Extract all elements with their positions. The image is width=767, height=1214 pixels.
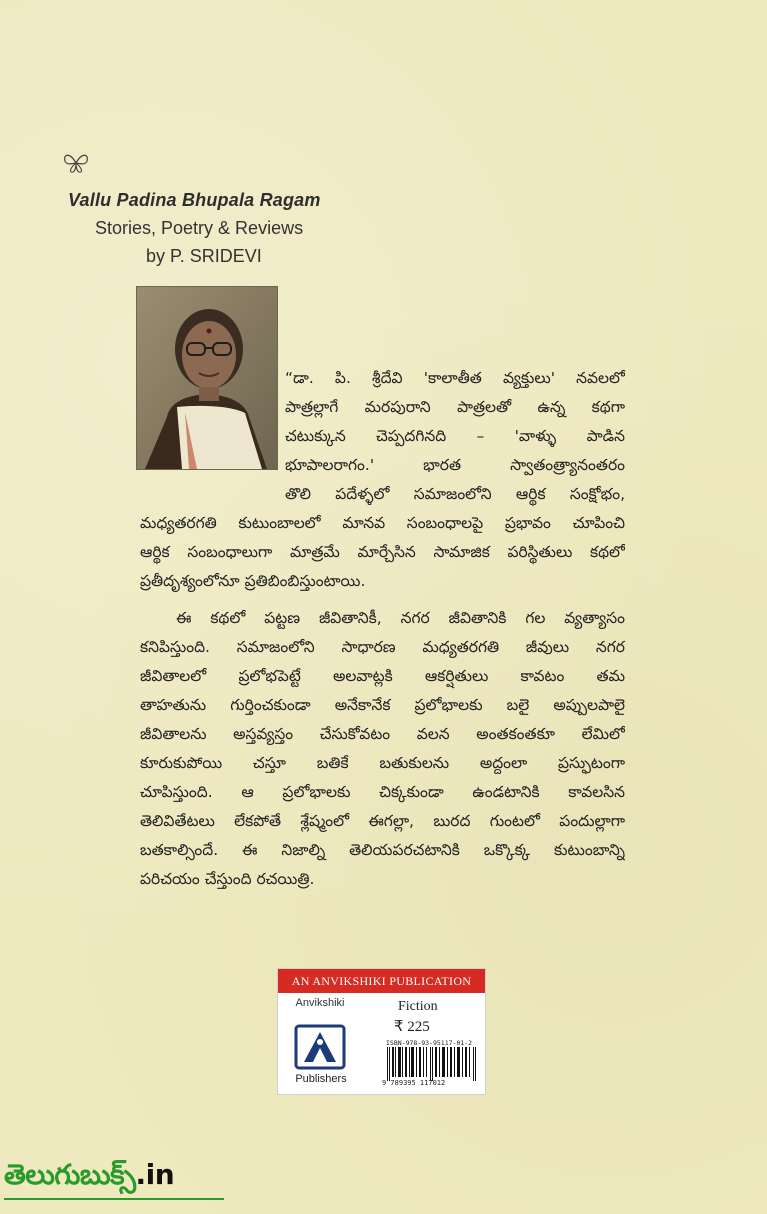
blurb-line: జీవితాలలో ప్రలోభపెట్టే అలవాట్లకి ఆకర్షితులు కావటం తమ [140,667,625,685]
blurb-line: బతకాల్సిందే. ఈ నిజాల్ని తెలియపరచటానికి ఒక్కొక్క కుటుంబాన్ని [140,841,625,859]
blurb-line: పరిచయం చేస్తుంది రచయిత్రి. [140,870,315,888]
blurb-line: “డా. పి. శ్రీదేవి 'కాలాతీత వ్యక్తులు' నవలలో [285,369,625,387]
barcode-image [386,1047,478,1081]
blurb-line: కనిపిస్తుంది. సమాజంలోని సాధారణ మధ్యతరగతి జీవులు నగర [140,638,625,656]
blurb-line: తాహతును గుర్తించకుండా అనేకానేక ప్రలోభాలకు బలై అప్పులపాలై [140,696,625,714]
blurb-line: కూరుకుపోయి చస్తూ బతికే బతుకులను అద్దంలా ప్రస్ఫుటంగా [140,754,625,772]
publisher-name: Anvikshiki [295,997,345,1009]
blurb-line: పాత్రల్లాగే మరపురాని పాత్రలతో ఉన్న కథగా [285,398,625,416]
blurb-line: తొలి పదేళ్ళలో సమాజంలోని ఆర్థిక సంక్షోభం, [285,485,625,503]
blurb-line: భూపాలరాగం.' భారత స్వాతంత్ర్యానంతరం [285,456,625,474]
publisher-label: Publishers [295,1073,347,1085]
blurb-line: చటుక్కున చెప్పదగినది – 'వాళ్ళు పాడిన [285,427,625,445]
butterfly-icon [62,150,90,176]
watermark-suffix: .in [135,1158,175,1191]
blurb-line: తెలివితేటలు లేకపోతే శ్లేష్మంలో ఈగల్లా, బురద గుంటలో పందుల్లాగా [140,812,625,830]
publisher-badge [277,968,486,1095]
publisher-badge-header: AN ANVIKSHIKI PUBLICATION [278,969,485,993]
price-label: ₹ 225 [394,1019,430,1035]
site-watermark [4,1158,174,1198]
book-author: by P. SRIDEVI [146,246,262,266]
barcode-digits: 9 789395 117012 [382,1079,446,1087]
blurb-paragraph-1-bottom [140,509,625,596]
blurb-paragraph-2 [140,604,625,894]
blurb-line: ప్రతీదృశ్యంలోనూ ప్రతిబింబిస్తుంటాయి. [140,572,366,590]
isbn-label: ISBN-978-93-95117-01-2 [386,1039,473,1047]
blurb-line: చూపిస్తుంది. ఆ ప్రలోభాలకు చిక్కకుండా ఉండటానికి కావలసిన [140,783,625,801]
watermark-text: తెలుగుబుక్స్ [4,1158,136,1191]
publisher-logo-icon [294,1024,346,1070]
book-subtitle: Stories, Poetry & Reviews [95,218,304,238]
book-title: Vallu Padina Bhupala Ragam [68,190,321,210]
blurb-line: ఈ కథలో పట్టణ జీవితానికీ, నగర జీవితానికి గల వ్యత్యాసం [176,609,625,627]
blurb-line: జీవితాలను అస్తవ్యస్తం చేసుకోవటం వలన అంతకంతకూ లేమిలో [140,725,625,743]
watermark-underline [4,1198,224,1200]
blurb-line: ఆర్థిక సంబంధాలుగా మాత్రమే మార్చేసిన సామాజిక పరిస్థితులు కథలో [140,543,625,561]
blurb-line: మధ్యతరగతి కుటుంబాలలో మానవ సంబంధాలపై ప్రభావం చూపించి [140,514,625,532]
blurb-paragraph-1-top [285,364,625,509]
genre-label: Fiction [398,999,438,1014]
author-photo [137,287,277,469]
